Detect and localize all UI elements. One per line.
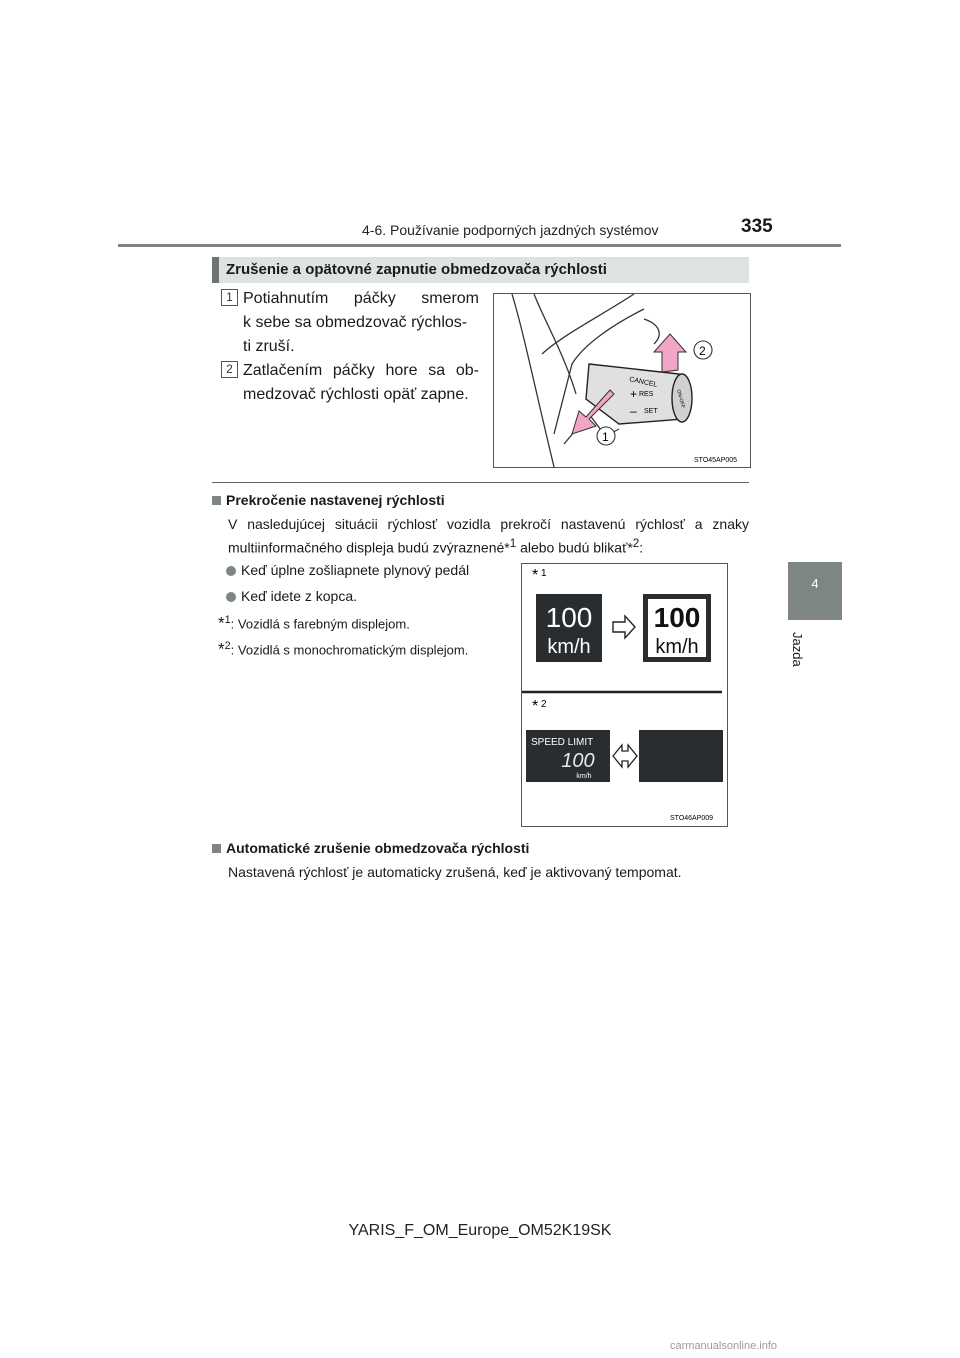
mono-display-blank: [639, 730, 723, 782]
footnote-1: [218, 610, 410, 634]
highlighted-display-unit: km/h: [655, 636, 699, 658]
footnote-1-sup: 1: [224, 614, 231, 626]
footnote-2-star: *: [218, 639, 225, 659]
paragraph-line-2-c: :: [639, 539, 644, 556]
subsection-2-heading: [212, 840, 529, 856]
footnote-ref-1: 1: [509, 537, 517, 550]
mono-display-unit: km/h: [576, 773, 592, 780]
watermark: carmanualsonline.info: [670, 1340, 778, 1352]
section-title: Zrušenie a opätovné zapnutie obmedzovača rýchlosti: [226, 261, 607, 278]
lever-set-label: SET: [644, 408, 658, 415]
step-1-line-3: ti zruší.: [243, 338, 295, 355]
chapter-tab-label: Jazda: [790, 632, 805, 667]
lever-drawing: [494, 294, 750, 467]
subsection-1-paragraph: [228, 514, 749, 558]
footnote-2: [218, 636, 468, 660]
footnote-1-star: *: [218, 613, 225, 633]
paragraph-line-2-a: multiinformačného displeja budú zvýraznené*: [228, 539, 510, 556]
lever-onoff-label: ON-OFF: [675, 388, 686, 410]
page-number: 335: [741, 216, 773, 237]
figure-2-label-2-star: *: [532, 698, 539, 715]
chapter-tab: [788, 562, 842, 620]
lever-minus-label: –: [630, 404, 637, 418]
speed-limit-label: SPEED LIMIT: [531, 737, 594, 748]
step-2-number: 2: [221, 361, 238, 378]
subsection-1-title: Prekročenie nastavenej rýchlosti: [226, 492, 445, 508]
callout-2: 2: [699, 344, 706, 358]
paragraph-line-1: V nasledujúcej situácii rýchlosť vozidla prekročí nastavenú rýchlosť a znaky: [228, 516, 749, 532]
display-drawing: [522, 564, 727, 826]
figure-2-label-1-num: 1: [541, 568, 547, 579]
arrow-right-icon: [613, 616, 635, 638]
lever-res-label: RES: [639, 391, 654, 398]
push-up-arrow-icon: [654, 334, 686, 372]
mono-display-speed: 100: [561, 750, 595, 772]
section-divider: [212, 482, 749, 483]
bullet-item-2-text: Keď idete z kopca.: [241, 588, 358, 604]
highlighted-display-speed: 100: [653, 602, 701, 633]
callout-1: 1: [602, 430, 609, 444]
step-1-line-1: Potiahnutím páčky smerom: [243, 290, 479, 307]
step-1-number: 1: [221, 289, 238, 306]
color-display-speed: 100: [545, 602, 593, 633]
footer-document-id: YARIS_F_OM_Europe_OM52K19SK: [348, 1222, 612, 1239]
color-display-unit: km/h: [547, 636, 591, 658]
step-1-line-2: k sebe sa obmedzovač rýchlos-: [243, 314, 468, 331]
double-arrow-icon: [613, 745, 637, 767]
lever-cancel-label: CANCEL: [628, 376, 658, 389]
paragraph-line-2-b: alebo budú blikať*: [516, 539, 633, 556]
footnote-ref-2: 2: [632, 537, 640, 550]
step-2-line-2: medzovač rýchlosti opäť zapne.: [243, 386, 469, 403]
lever-plus-label: +: [630, 387, 638, 401]
square-bullet-icon: [212, 496, 221, 505]
subsection-2-text: Nastavená rýchlosť je automaticky zrušená, keď je aktivovaný tempomat.: [228, 864, 682, 880]
figure-1-code: STO45AP005: [694, 457, 738, 464]
step-2-text: [243, 359, 479, 407]
lever-illustration: [493, 293, 751, 468]
header-section-title: 4-6. Používanie podporných jazdných systémov: [362, 222, 659, 238]
bullet-dot-icon: [226, 566, 236, 576]
paragraph-line-2: [228, 534, 749, 558]
chapter-tab-number: 4: [811, 576, 819, 591]
display-illustration: [521, 563, 728, 827]
section-title-bar: [212, 257, 219, 283]
bullet-dot-icon: [226, 592, 236, 602]
subsection-1-heading: [212, 492, 445, 508]
subsection-2-title: Automatické zrušenie obmedzovača rýchlosti: [226, 840, 530, 856]
bullet-item-2: [226, 586, 357, 606]
figure-2-label-1-star: *: [532, 567, 539, 584]
footnote-2-sup: 2: [224, 640, 231, 652]
footnote-1-text: : Vozidlá s farebným displejom.: [230, 616, 410, 632]
footnote-2-text: : Vozidlá s monochromatickým displejom.: [230, 642, 469, 658]
figure-2-label-2-num: 2: [541, 699, 547, 710]
square-bullet-icon: [212, 844, 221, 853]
step-1-text: [243, 287, 479, 359]
step-2-line-1: Zatlačením páčky hore sa ob-: [243, 362, 479, 379]
bullet-item-1: [226, 560, 469, 580]
header-rule: [118, 244, 841, 247]
figure-2-code: STO46AP009: [670, 815, 714, 822]
bullet-item-1-text: Keď úplne zošliapnete plynový pedál: [241, 562, 470, 578]
